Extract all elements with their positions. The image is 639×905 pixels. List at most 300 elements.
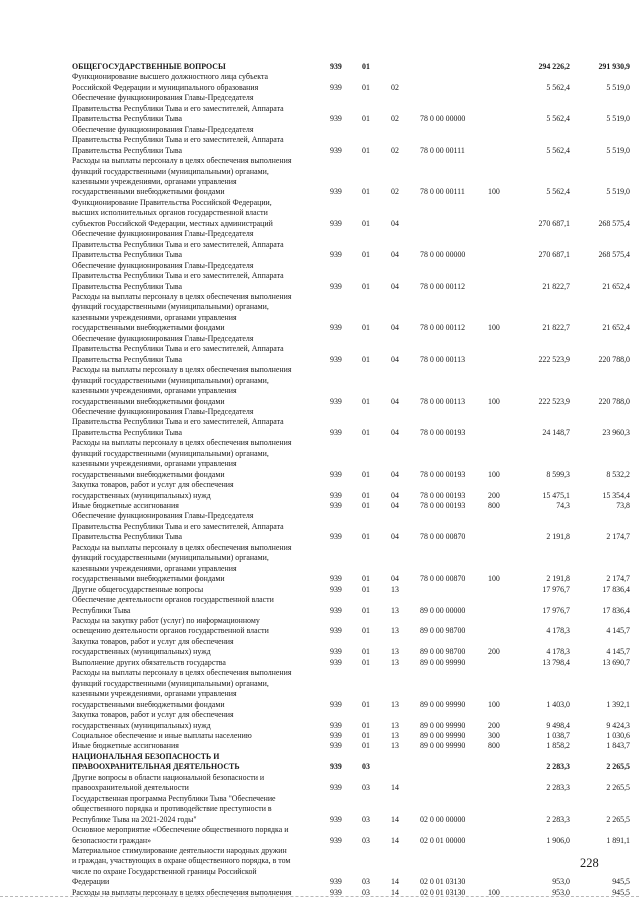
section-code: 01 <box>362 699 370 709</box>
section-code: 01 <box>362 427 370 437</box>
table-row <box>0 480 639 501</box>
table-row <box>0 501 639 511</box>
row-description <box>72 334 330 365</box>
amount-year-1: 21 822,7 <box>542 281 570 291</box>
table-row <box>0 585 639 595</box>
description-line: Правительства Республики Тыва <box>72 354 183 364</box>
table-row <box>0 62 639 72</box>
page-bottom-divider <box>0 896 639 897</box>
amount-year-2: 2 174,7 <box>606 532 630 542</box>
amount-year-1: 222 523,9 <box>538 354 570 364</box>
target-article-code: 89 0 00 98700 <box>420 647 466 657</box>
description-line: Расходы на выплаты персоналу в целях обеспечения выполнения <box>72 668 292 678</box>
amount-year-2: 1 843,7 <box>606 741 630 751</box>
row-description <box>72 229 330 260</box>
vedomstvo-code: 939 <box>330 427 342 437</box>
description-line: государственными внебюджетными фондами <box>72 187 225 197</box>
description-line: Выполнение других обязательств государства <box>72 657 226 667</box>
subsection-code: 04 <box>391 469 399 479</box>
amount-year-2: 5 519,0 <box>606 187 630 197</box>
subsection-code: 02 <box>391 114 399 124</box>
row-description <box>72 93 330 124</box>
vedomstvo-code: 939 <box>330 887 342 897</box>
row-description <box>72 616 330 637</box>
vedomstvo-code: 939 <box>330 835 342 845</box>
description-line: Правительства Республики Тыва и его заместителей, Аппарата <box>72 521 284 531</box>
amount-year-1: 5 562,4 <box>546 145 570 155</box>
description-line: Обеспечение функционирования Главы-Председателя <box>72 93 254 103</box>
description-line: Правительства Республики Тыва и его заместителей, Аппарата <box>72 103 284 113</box>
amount-year-1: 24 148,7 <box>542 427 570 437</box>
row-description <box>72 658 330 668</box>
amount-year-1: 4 178,3 <box>546 626 570 636</box>
amount-year-1: 2 191,8 <box>546 532 570 542</box>
target-article-code: 78 0 00 00113 <box>420 354 466 364</box>
vedomstvo-code: 939 <box>330 145 342 155</box>
target-article-code: 78 0 00 00111 <box>420 187 465 197</box>
target-article-code: 02 0 00 00000 <box>420 814 466 824</box>
amount-year-1: 2 283,3 <box>546 762 570 772</box>
amount-year-1: 2 191,8 <box>546 574 570 584</box>
vedomstvo-code: 939 <box>330 187 342 197</box>
subsection-code: 14 <box>391 783 399 793</box>
vedomstvo-code: 939 <box>330 574 342 584</box>
description-line: Другие вопросы в области национальной безопасности и <box>72 772 265 782</box>
description-line: Обеспечение функционирования Главы-Председателя <box>72 124 254 134</box>
description-line: государственными внебюджетными фондами <box>72 469 225 479</box>
vedomstvo-code: 939 <box>330 490 342 500</box>
description-line: субъектов Российской Федерации, местных администраций <box>72 218 273 228</box>
row-description <box>72 741 330 751</box>
expense-type-code: 100 <box>488 187 500 197</box>
section-code: 01 <box>362 584 370 594</box>
table-row <box>0 198 639 229</box>
expense-type-code: 100 <box>488 396 500 406</box>
table-row <box>0 334 639 365</box>
vedomstvo-code: 939 <box>330 218 342 228</box>
target-article-code: 78 0 00 00112 <box>420 281 466 291</box>
section-code: 01 <box>362 114 370 124</box>
table-row <box>0 93 639 124</box>
expense-type-code: 800 <box>488 741 500 751</box>
table-row <box>0 438 639 480</box>
target-article-code: 78 0 00 00111 <box>420 145 465 155</box>
expense-type-code: 300 <box>488 731 500 740</box>
table-row <box>0 637 639 658</box>
section-code: 03 <box>362 887 370 897</box>
description-line: Расходы на выплаты персоналу в целях обеспечения выполнения <box>72 156 292 166</box>
description-line: числе по охране Государственной границы Российской <box>72 866 257 876</box>
description-line: правоохранительной деятельности <box>72 783 189 793</box>
description-line: функций государственными (муниципальными) органами, <box>72 375 269 385</box>
amount-year-2: 17 836,4 <box>602 584 630 594</box>
vedomstvo-code: 939 <box>330 82 342 92</box>
description-line: Закупка товаров, работ и услуг для обеспечения <box>72 480 234 490</box>
amount-year-2: 268 575,4 <box>598 250 630 260</box>
target-article-code: 02 0 01 03130 <box>420 887 466 897</box>
amount-year-1: 953,0 <box>552 877 570 887</box>
section-code: 01 <box>362 218 370 228</box>
description-line: Обеспечение функционирования Главы-Председателя <box>72 333 254 343</box>
description-line: Иные бюджетные ассигнования <box>72 501 179 511</box>
subsection-code: 13 <box>391 605 399 615</box>
amount-year-1: 1 403,0 <box>546 699 570 709</box>
amount-year-2: 291 930,9 <box>598 62 630 71</box>
amount-year-2: 4 145,7 <box>606 647 630 657</box>
amount-year-1: 5 562,4 <box>546 187 570 197</box>
section-code: 01 <box>362 250 370 260</box>
subsection-code: 13 <box>391 584 399 594</box>
target-article-code: 89 0 00 99990 <box>420 741 466 751</box>
description-line: НАЦИОНАЛЬНАЯ БЕЗОПАСНОСТЬ И <box>72 751 220 761</box>
vedomstvo-code: 939 <box>330 323 342 333</box>
subsection-code: 13 <box>391 647 399 657</box>
description-line: Расходы на выплаты персоналу в целях обеспечения выполнения <box>72 365 292 375</box>
vedomstvo-code: 939 <box>330 532 342 542</box>
description-line: ПРАВООХРАНИТЕЛЬНАЯ ДЕЯТЕЛЬНОСТЬ <box>72 762 240 772</box>
section-code: 03 <box>362 835 370 845</box>
description-line: Обеспечение деятельности органов государственной власти <box>72 595 274 605</box>
budget-table <box>0 62 639 898</box>
description-line: государственными внебюджетными фондами <box>72 699 225 709</box>
amount-year-1: 13 798,4 <box>542 657 570 667</box>
description-line: Материальное стимулирование деятельности народных дружин <box>72 845 287 855</box>
expense-type-code: 100 <box>488 699 500 709</box>
table-row <box>0 595 639 616</box>
amount-year-1: 21 822,7 <box>542 323 570 333</box>
vedomstvo-code: 939 <box>330 501 342 511</box>
vedomstvo-code: 939 <box>330 741 342 751</box>
section-code: 01 <box>362 354 370 364</box>
description-line: Основное мероприятие «Обеспечение общественного порядка и <box>72 825 289 835</box>
subsection-code: 04 <box>391 250 399 260</box>
section-code: 01 <box>362 62 370 71</box>
amount-year-2: 15 354,4 <box>602 490 630 500</box>
row-description <box>72 125 330 156</box>
subsection-code: 14 <box>391 814 399 824</box>
description-line: Республике Тыва на 2021-2024 годы" <box>72 814 197 824</box>
table-row <box>0 261 639 292</box>
description-line: функций государственными (муниципальными) органами, <box>72 553 269 563</box>
row-description <box>72 480 330 501</box>
description-line: Расходы на выплаты персоналу в целях обеспечения выполнения <box>72 291 292 301</box>
section-code: 03 <box>362 877 370 887</box>
expense-type-code: 200 <box>488 720 500 730</box>
table-row <box>0 72 639 93</box>
row-description <box>72 511 330 542</box>
description-line: Правительства Республики Тыва и его заместителей, Аппарата <box>72 271 284 281</box>
description-line: Функционирование высшего должностного лица субъекта <box>72 72 269 82</box>
amount-year-2: 1 030,6 <box>606 731 630 740</box>
table-row <box>0 741 639 751</box>
section-code: 01 <box>362 626 370 636</box>
description-line: казенными учреждениями, органами управления <box>72 176 237 186</box>
description-line: Правительства Республики Тыва <box>72 145 183 155</box>
amount-year-2: 5 519,0 <box>606 82 630 92</box>
row-description <box>72 585 330 595</box>
target-article-code: 89 0 00 99990 <box>420 731 466 740</box>
amount-year-1: 8 599,3 <box>546 469 570 479</box>
section-code: 01 <box>362 532 370 542</box>
amount-year-2: 9 424,3 <box>606 720 630 730</box>
row-description <box>72 198 330 229</box>
amount-year-2: 220 788,0 <box>598 354 630 364</box>
amount-year-2: 1 891,1 <box>606 835 630 845</box>
vedomstvo-code: 939 <box>330 647 342 657</box>
amount-year-2: 945,5 <box>612 877 630 887</box>
subsection-code: 04 <box>391 218 399 228</box>
amount-year-1: 1 858,2 <box>546 741 570 751</box>
vedomstvo-code: 939 <box>330 783 342 793</box>
target-article-code: 78 0 00 00112 <box>420 323 466 333</box>
description-line: казенными учреждениями, органами управления <box>72 563 237 573</box>
target-article-code: 78 0 00 00113 <box>420 396 466 406</box>
row-description <box>72 825 330 846</box>
section-code: 01 <box>362 657 370 667</box>
page-number: 228 <box>580 856 599 870</box>
description-line: Правительства Республики Тыва и его заместителей, Аппарата <box>72 135 284 145</box>
description-line: Федерации <box>72 877 110 887</box>
amount-year-1: 15 475,1 <box>542 490 570 500</box>
description-line: Правительства Республики Тыва <box>72 281 183 291</box>
target-article-code: 78 0 00 00193 <box>420 469 466 479</box>
amount-year-2: 8 532,2 <box>606 469 630 479</box>
row-description <box>72 794 330 825</box>
description-line: государственных (муниципальных) нужд <box>72 490 211 500</box>
vedomstvo-code: 939 <box>330 720 342 730</box>
subsection-code: 04 <box>391 532 399 542</box>
subsection-code: 13 <box>391 720 399 730</box>
row-description <box>72 156 330 198</box>
description-line: казенными учреждениями, органами управления <box>72 459 237 469</box>
description-line: Обеспечение функционирования Главы-Председателя <box>72 229 254 239</box>
target-article-code: 89 0 00 00000 <box>420 605 466 615</box>
target-article-code: 78 0 00 00193 <box>420 501 466 511</box>
target-article-code: 78 0 00 00870 <box>420 532 466 542</box>
section-code: 01 <box>362 605 370 615</box>
row-description <box>72 773 330 794</box>
amount-year-1: 5 562,4 <box>546 114 570 124</box>
section-code: 01 <box>362 281 370 291</box>
target-article-code: 78 0 00 00193 <box>420 427 466 437</box>
subsection-code: 13 <box>391 626 399 636</box>
table-row <box>0 229 639 260</box>
amount-year-2: 17 836,4 <box>602 605 630 615</box>
subsection-code: 02 <box>391 145 399 155</box>
vedomstvo-code: 939 <box>330 396 342 406</box>
amount-year-2: 2 265,5 <box>606 814 630 824</box>
target-article-code: 02 0 01 00000 <box>420 835 466 845</box>
table-row <box>0 365 639 407</box>
description-line: казенными учреждениями, органами управления <box>72 386 237 396</box>
vedomstvo-code: 939 <box>330 877 342 887</box>
row-description <box>72 637 330 658</box>
description-line: Правительства Республики Тыва <box>72 427 183 437</box>
table-row <box>0 710 639 731</box>
subsection-code: 14 <box>391 887 399 897</box>
description-line: государственными внебюджетными фондами <box>72 323 225 333</box>
table-row <box>0 825 639 846</box>
vedomstvo-code: 939 <box>330 469 342 479</box>
section-code: 01 <box>362 741 370 751</box>
target-article-code: 78 0 00 00000 <box>420 250 466 260</box>
section-code: 01 <box>362 145 370 155</box>
description-line: Закупка товаров, работ и услуг для обеспечения <box>72 636 234 646</box>
description-line: государственными внебюджетными фондами <box>72 574 225 584</box>
amount-year-1: 294 226,2 <box>538 62 570 71</box>
amount-year-1: 2 283,3 <box>546 783 570 793</box>
row-description <box>72 62 330 72</box>
amount-year-2: 23 960,3 <box>602 427 630 437</box>
description-line: функций государственными (муниципальными) органами, <box>72 448 269 458</box>
row-description <box>72 292 330 334</box>
vedomstvo-code: 939 <box>330 114 342 124</box>
row-description <box>72 438 330 480</box>
description-line: Функционирование Правительства Российской Федерации, <box>72 197 272 207</box>
amount-year-1: 1 906,0 <box>546 835 570 845</box>
vedomstvo-code: 939 <box>330 605 342 615</box>
target-article-code: 89 0 00 99990 <box>420 657 466 667</box>
subsection-code: 04 <box>391 574 399 584</box>
expense-type-code: 200 <box>488 647 500 657</box>
description-line: Правительства Республики Тыва <box>72 114 183 124</box>
amount-year-1: 17 976,7 <box>542 605 570 615</box>
description-line: Социальное обеспечение и иные выплаты населению <box>72 731 252 740</box>
description-line: и граждан, участвующих в охране общественного порядка, в том <box>72 856 291 866</box>
row-description <box>72 668 330 710</box>
subsection-code: 14 <box>391 877 399 887</box>
vedomstvo-code: 939 <box>330 250 342 260</box>
table-row <box>0 658 639 668</box>
section-code: 01 <box>362 323 370 333</box>
section-code: 01 <box>362 82 370 92</box>
amount-year-1: 222 523,9 <box>538 396 570 406</box>
row-description <box>72 261 330 292</box>
description-line: высших исполнительных органов государственной власти <box>72 208 268 218</box>
description-line: функций государственными (муниципальными) органами, <box>72 166 269 176</box>
subsection-code: 14 <box>391 835 399 845</box>
description-line: Закупка товаров, работ и услуг для обеспечения <box>72 710 234 720</box>
vedomstvo-code: 939 <box>330 584 342 594</box>
table-row <box>0 156 639 198</box>
description-line: государственных (муниципальных) нужд <box>72 720 211 730</box>
amount-year-2: 21 652,4 <box>602 281 630 291</box>
subsection-code: 02 <box>391 82 399 92</box>
vedomstvo-code: 939 <box>330 62 342 71</box>
row-description <box>72 72 330 93</box>
amount-year-1: 953,0 <box>552 887 570 897</box>
description-line: Расходы на закупку работ (услуг) по информационному <box>72 616 260 626</box>
table-row <box>0 846 639 888</box>
description-line: Республики Тыва <box>72 605 131 615</box>
description-line: Обеспечение функционирования Главы-Председателя <box>72 511 254 521</box>
amount-year-1: 1 038,7 <box>546 731 570 740</box>
row-description <box>72 407 330 438</box>
amount-year-2: 268 575,4 <box>598 218 630 228</box>
description-line: казенными учреждениями, органами управления <box>72 689 237 699</box>
section-code: 01 <box>362 396 370 406</box>
description-line: безопасности граждан» <box>72 835 152 845</box>
expense-type-code: 800 <box>488 501 500 511</box>
section-code: 03 <box>362 814 370 824</box>
row-description <box>72 595 330 616</box>
amount-year-2: 4 145,7 <box>606 626 630 636</box>
row-description <box>72 846 330 888</box>
amount-year-1: 270 687,1 <box>538 250 570 260</box>
subsection-code: 04 <box>391 323 399 333</box>
row-description <box>72 731 330 741</box>
target-article-code: 78 0 00 00000 <box>420 114 466 124</box>
description-line: Другие общегосударственные вопросы <box>72 584 204 594</box>
amount-year-2: 220 788,0 <box>598 396 630 406</box>
description-line: функций государственными (муниципальными) органами, <box>72 678 269 688</box>
amount-year-1: 9 498,4 <box>546 720 570 730</box>
amount-year-2: 13 690,7 <box>602 657 630 667</box>
table-row <box>0 794 639 825</box>
amount-year-2: 5 519,0 <box>606 145 630 155</box>
table-row <box>0 125 639 156</box>
amount-year-2: 2 265,5 <box>606 762 630 772</box>
table-row <box>0 511 639 542</box>
amount-year-2: 1 392,1 <box>606 699 630 709</box>
amount-year-2: 73,8 <box>616 501 630 511</box>
table-row <box>0 773 639 794</box>
table-row <box>0 752 639 773</box>
target-article-code: 78 0 00 00193 <box>420 490 466 500</box>
description-line: Государственная программа Республики Тыва "Обеспечение <box>72 793 276 803</box>
row-description <box>72 365 330 407</box>
description-line: Правительства Республики Тыва и его заместителей, Аппарата <box>72 239 284 249</box>
subsection-code: 04 <box>391 396 399 406</box>
table-row <box>0 543 639 585</box>
amount-year-2: 2 174,7 <box>606 574 630 584</box>
table-row <box>0 731 639 741</box>
row-description <box>72 752 330 773</box>
description-line: казенными учреждениями, органами управления <box>72 312 237 322</box>
target-article-code: 89 0 00 99990 <box>420 699 466 709</box>
subsection-code: 04 <box>391 501 399 511</box>
section-code: 01 <box>362 490 370 500</box>
description-line: ОБЩЕГОСУДАРСТВЕННЫЕ ВОПРОСЫ <box>72 62 226 71</box>
expense-type-code: 100 <box>488 574 500 584</box>
description-line: Правительства Республики Тыва <box>72 532 183 542</box>
description-line: Иные бюджетные ассигнования <box>72 741 179 751</box>
section-code: 03 <box>362 783 370 793</box>
target-article-code: 78 0 00 00870 <box>420 574 466 584</box>
amount-year-2: 2 265,5 <box>606 783 630 793</box>
vedomstvo-code: 939 <box>330 657 342 667</box>
subsection-code: 13 <box>391 657 399 667</box>
section-code: 03 <box>362 762 370 772</box>
section-code: 01 <box>362 187 370 197</box>
vedomstvo-code: 939 <box>330 281 342 291</box>
amount-year-2: 21 652,4 <box>602 323 630 333</box>
row-description <box>72 710 330 731</box>
vedomstvo-code: 939 <box>330 626 342 636</box>
description-line: Обеспечение функционирования Главы-Председателя <box>72 406 254 416</box>
table-row <box>0 292 639 334</box>
vedomstvo-code: 939 <box>330 354 342 364</box>
subsection-code: 13 <box>391 699 399 709</box>
description-line: Обеспечение функционирования Главы-Председателя <box>72 260 254 270</box>
subsection-code: 13 <box>391 741 399 751</box>
amount-year-1: 5 562,4 <box>546 82 570 92</box>
description-line: освещению деятельности органов государственной власти <box>72 626 269 636</box>
amount-year-1: 4 178,3 <box>546 647 570 657</box>
target-article-code: 89 0 00 98700 <box>420 626 466 636</box>
description-line: Правительства Республики Тыва и его заместителей, Аппарата <box>72 417 284 427</box>
description-line: общественного порядка и противодействие преступности в <box>72 804 272 814</box>
